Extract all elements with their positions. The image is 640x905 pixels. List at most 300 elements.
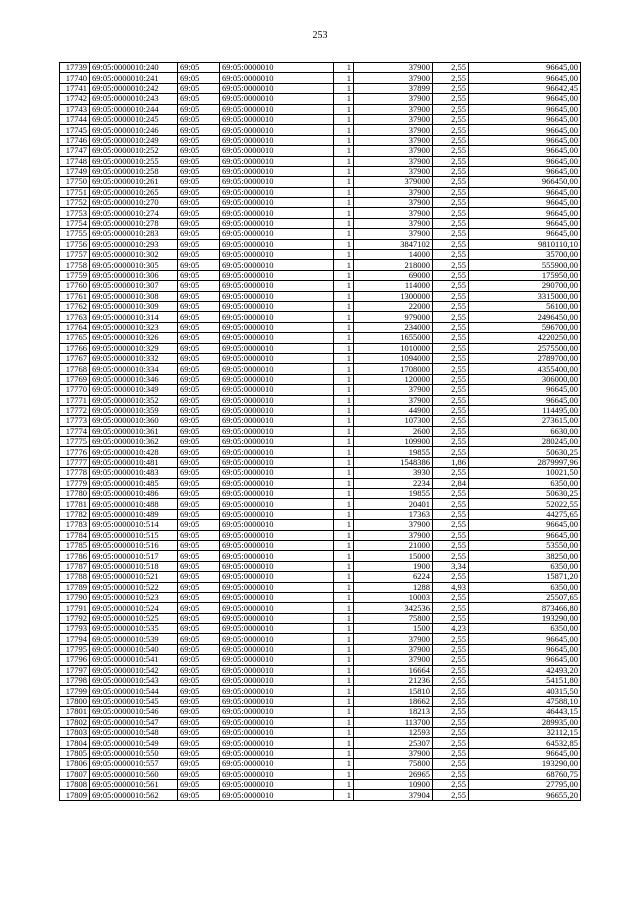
area-cell: 37900	[354, 634, 433, 644]
rate-cell: 2,55	[433, 499, 469, 509]
district-code-cell: 69:05	[178, 655, 220, 665]
table-row	[60, 468, 581, 478]
table-row	[60, 676, 581, 686]
area-cell: 1010000	[354, 343, 433, 353]
count-cell: 1	[334, 156, 354, 166]
rate-cell: 4,23	[433, 624, 469, 634]
table-row	[60, 478, 581, 488]
cadastral-number-cell: 69:05:0000010:541	[90, 655, 178, 665]
value-cell: 32112,15	[469, 728, 581, 738]
rate-cell: 2,84	[433, 478, 469, 488]
area-cell: 44900	[354, 405, 433, 415]
area-cell: 21236	[354, 676, 433, 686]
cadastral-number-cell: 69:05:0000010:524	[90, 603, 178, 613]
value-cell: 2496450,00	[469, 312, 581, 322]
row-number-cell: 17807	[60, 769, 90, 779]
table-row	[60, 520, 581, 530]
count-cell: 1	[334, 291, 354, 301]
block-number-cell: 69:05:0000010	[220, 728, 334, 738]
area-cell: 37900	[354, 644, 433, 654]
block-number-cell: 69:05:0000010	[220, 540, 334, 550]
value-cell: 2789700,00	[469, 353, 581, 363]
value-cell: 193290,00	[469, 759, 581, 769]
rate-cell: 2,55	[433, 416, 469, 426]
area-cell: 37900	[354, 63, 433, 73]
block-number-cell: 69:05:0000010	[220, 156, 334, 166]
area-cell: 10900	[354, 779, 433, 789]
value-cell: 96645,00	[469, 63, 581, 73]
district-code-cell: 69:05	[178, 644, 220, 654]
table-row	[60, 540, 581, 550]
count-cell: 1	[334, 270, 354, 280]
value-cell: 273615,00	[469, 416, 581, 426]
row-number-cell: 17768	[60, 364, 90, 374]
count-cell: 1	[334, 208, 354, 218]
cadastral-number-cell: 69:05:0000010:249	[90, 135, 178, 145]
value-cell: 280245,00	[469, 437, 581, 447]
row-number-cell: 17770	[60, 385, 90, 395]
cadastral-number-cell: 69:05:0000010:546	[90, 707, 178, 717]
row-number-cell: 17766	[60, 343, 90, 353]
value-cell: 44275,65	[469, 509, 581, 519]
count-cell: 1	[334, 478, 354, 488]
cadastral-number-cell: 69:05:0000010:309	[90, 301, 178, 311]
block-number-cell: 69:05:0000010	[220, 437, 334, 447]
block-number-cell: 69:05:0000010	[220, 208, 334, 218]
count-cell: 1	[334, 468, 354, 478]
district-code-cell: 69:05	[178, 312, 220, 322]
count-cell: 1	[334, 374, 354, 384]
row-number-cell: 17806	[60, 759, 90, 769]
area-cell: 342536	[354, 603, 433, 613]
rate-cell: 2,55	[433, 634, 469, 644]
district-code-cell: 69:05	[178, 229, 220, 239]
table-row	[60, 187, 581, 197]
cadastral-number-cell: 69:05:0000010:514	[90, 520, 178, 530]
district-code-cell: 69:05	[178, 426, 220, 436]
district-code-cell: 69:05	[178, 728, 220, 738]
cadastral-number-cell: 69:05:0000010:274	[90, 208, 178, 218]
district-code-cell: 69:05	[178, 790, 220, 800]
rate-cell: 2,55	[433, 489, 469, 499]
row-number-cell: 17752	[60, 198, 90, 208]
row-number-cell: 17772	[60, 405, 90, 415]
rate-cell: 2,55	[433, 426, 469, 436]
row-number-cell: 17763	[60, 312, 90, 322]
district-code-cell: 69:05	[178, 520, 220, 530]
district-code-cell: 69:05	[178, 353, 220, 363]
cadastral-number-cell: 69:05:0000010:548	[90, 728, 178, 738]
district-code-cell: 69:05	[178, 478, 220, 488]
value-cell: 2575500,00	[469, 343, 581, 353]
value-cell: 96645,00	[469, 114, 581, 124]
value-cell: 289935,00	[469, 717, 581, 727]
district-code-cell: 69:05	[178, 748, 220, 758]
rate-cell: 2,55	[433, 769, 469, 779]
district-code-cell: 69:05	[178, 759, 220, 769]
table-row	[60, 748, 581, 758]
area-cell: 1708000	[354, 364, 433, 374]
count-cell: 1	[334, 769, 354, 779]
table-row	[60, 738, 581, 748]
block-number-cell: 69:05:0000010	[220, 135, 334, 145]
count-cell: 1	[334, 312, 354, 322]
rate-cell: 2,55	[433, 125, 469, 135]
count-cell: 1	[334, 426, 354, 436]
district-code-cell: 69:05	[178, 530, 220, 540]
district-code-cell: 69:05	[178, 572, 220, 582]
count-cell: 1	[334, 385, 354, 395]
district-code-cell: 69:05	[178, 665, 220, 675]
row-number-cell: 17746	[60, 135, 90, 145]
district-code-cell: 69:05	[178, 166, 220, 176]
area-cell: 37900	[354, 146, 433, 156]
count-cell: 1	[334, 759, 354, 769]
value-cell: 9810110,10	[469, 239, 581, 249]
area-cell: 75800	[354, 613, 433, 623]
table-row	[60, 509, 581, 519]
cadastral-number-cell: 69:05:0000010:545	[90, 696, 178, 706]
area-cell: 1500	[354, 624, 433, 634]
block-number-cell: 69:05:0000010	[220, 624, 334, 634]
row-number-cell: 17771	[60, 395, 90, 405]
value-cell: 96645,00	[469, 73, 581, 83]
value-cell: 290700,00	[469, 281, 581, 291]
count-cell: 1	[334, 135, 354, 145]
rate-cell: 2,55	[433, 146, 469, 156]
block-number-cell: 69:05:0000010	[220, 676, 334, 686]
cadastral-number-cell: 69:05:0000010:486	[90, 489, 178, 499]
table-row	[60, 530, 581, 540]
row-number-cell: 17781	[60, 499, 90, 509]
row-number-cell: 17760	[60, 281, 90, 291]
value-cell: 25507,65	[469, 592, 581, 602]
table-row	[60, 125, 581, 135]
cadastral-number-cell: 69:05:0000010:542	[90, 665, 178, 675]
table-row	[60, 489, 581, 499]
row-number-cell: 17780	[60, 489, 90, 499]
cadastral-number-cell: 69:05:0000010:359	[90, 405, 178, 415]
cadastral-number-cell: 69:05:0000010:241	[90, 73, 178, 83]
value-cell: 6350,00	[469, 624, 581, 634]
rate-cell: 2,55	[433, 177, 469, 187]
area-cell: 19855	[354, 447, 433, 457]
district-code-cell: 69:05	[178, 104, 220, 114]
cadastral-number-cell: 69:05:0000010:518	[90, 561, 178, 571]
district-code-cell: 69:05	[178, 114, 220, 124]
value-cell: 35700,00	[469, 250, 581, 260]
row-number-cell: 17742	[60, 94, 90, 104]
table-row	[60, 322, 581, 332]
count-cell: 1	[334, 250, 354, 260]
district-code-cell: 69:05	[178, 457, 220, 467]
block-number-cell: 69:05:0000010	[220, 457, 334, 467]
district-code-cell: 69:05	[178, 385, 220, 395]
table-row	[60, 613, 581, 623]
area-cell: 37900	[354, 395, 433, 405]
cadastral-number-cell: 69:05:0000010:525	[90, 613, 178, 623]
rate-cell: 2,55	[433, 239, 469, 249]
table-row	[60, 312, 581, 322]
block-number-cell: 69:05:0000010	[220, 166, 334, 176]
area-cell: 37900	[354, 125, 433, 135]
value-cell: 96645,00	[469, 125, 581, 135]
value-cell: 50630,25	[469, 489, 581, 499]
rate-cell: 2,55	[433, 717, 469, 727]
cadastral-number-cell: 69:05:0000010:561	[90, 779, 178, 789]
table-row	[60, 696, 581, 706]
value-cell: 96645,00	[469, 385, 581, 395]
area-cell: 6224	[354, 572, 433, 582]
row-number-cell: 17805	[60, 748, 90, 758]
table-row	[60, 655, 581, 665]
area-cell: 114000	[354, 281, 433, 291]
count-cell: 1	[334, 790, 354, 800]
cadastral-number-cell: 69:05:0000010:261	[90, 177, 178, 187]
district-code-cell: 69:05	[178, 218, 220, 228]
block-number-cell: 69:05:0000010	[220, 686, 334, 696]
count-cell: 1	[334, 561, 354, 571]
value-cell: 56100,00	[469, 301, 581, 311]
rate-cell: 2,55	[433, 343, 469, 353]
area-cell: 37900	[354, 73, 433, 83]
table-row	[60, 644, 581, 654]
value-cell: 52022,55	[469, 499, 581, 509]
district-code-cell: 69:05	[178, 738, 220, 748]
table-row	[60, 759, 581, 769]
cadastral-number-cell: 69:05:0000010:252	[90, 146, 178, 156]
count-cell: 1	[334, 405, 354, 415]
area-cell: 107300	[354, 416, 433, 426]
row-number-cell: 17789	[60, 582, 90, 592]
district-code-cell: 69:05	[178, 198, 220, 208]
area-cell: 37900	[354, 530, 433, 540]
row-number-cell: 17769	[60, 374, 90, 384]
count-cell: 1	[334, 634, 354, 644]
area-cell: 37900	[354, 135, 433, 145]
district-code-cell: 69:05	[178, 707, 220, 717]
page-number: 253	[312, 30, 328, 41]
district-code-cell: 69:05	[178, 146, 220, 156]
count-cell: 1	[334, 146, 354, 156]
area-cell: 37900	[354, 385, 433, 395]
block-number-cell: 69:05:0000010	[220, 790, 334, 800]
block-number-cell: 69:05:0000010	[220, 603, 334, 613]
rate-cell: 2,55	[433, 572, 469, 582]
cadastral-number-cell: 69:05:0000010:516	[90, 540, 178, 550]
value-cell: 38250,00	[469, 551, 581, 561]
area-cell: 10003	[354, 592, 433, 602]
value-cell: 6350,00	[469, 561, 581, 571]
block-number-cell: 69:05:0000010	[220, 478, 334, 488]
cadastral-number-cell: 69:05:0000010:334	[90, 364, 178, 374]
table-row	[60, 281, 581, 291]
cadastral-number-cell: 69:05:0000010:485	[90, 478, 178, 488]
block-number-cell: 69:05:0000010	[220, 239, 334, 249]
count-cell: 1	[334, 395, 354, 405]
district-code-cell: 69:05	[178, 270, 220, 280]
cadastral-number-cell: 69:05:0000010:481	[90, 457, 178, 467]
table-row	[60, 156, 581, 166]
value-cell: 47588,10	[469, 696, 581, 706]
count-cell: 1	[334, 738, 354, 748]
rate-cell: 2,55	[433, 696, 469, 706]
value-cell: 96645,00	[469, 94, 581, 104]
count-cell: 1	[334, 696, 354, 706]
value-cell: 96645,00	[469, 748, 581, 758]
table-row	[60, 405, 581, 415]
rate-cell: 2,55	[433, 738, 469, 748]
table-row	[60, 114, 581, 124]
area-cell: 1094000	[354, 353, 433, 363]
row-number-cell: 17783	[60, 520, 90, 530]
block-number-cell: 69:05:0000010	[220, 333, 334, 343]
cadastral-number-cell: 69:05:0000010:258	[90, 166, 178, 176]
cadastral-number-cell: 69:05:0000010:352	[90, 395, 178, 405]
value-cell: 46443,15	[469, 707, 581, 717]
value-cell: 96645,00	[469, 634, 581, 644]
value-cell: 42493,20	[469, 665, 581, 675]
rate-cell: 2,55	[433, 551, 469, 561]
rate-cell: 4,93	[433, 582, 469, 592]
block-number-cell: 69:05:0000010	[220, 426, 334, 436]
block-number-cell: 69:05:0000010	[220, 374, 334, 384]
block-number-cell: 69:05:0000010	[220, 634, 334, 644]
value-cell: 96645,00	[469, 166, 581, 176]
block-number-cell: 69:05:0000010	[220, 104, 334, 114]
count-cell: 1	[334, 94, 354, 104]
district-code-cell: 69:05	[178, 94, 220, 104]
rate-cell: 2,55	[433, 63, 469, 73]
row-number-cell: 17765	[60, 333, 90, 343]
table-row	[60, 437, 581, 447]
block-number-cell: 69:05:0000010	[220, 551, 334, 561]
rate-cell: 2,55	[433, 374, 469, 384]
value-cell: 4220250,00	[469, 333, 581, 343]
cadastral-number-cell: 69:05:0000010:361	[90, 426, 178, 436]
row-number-cell: 17784	[60, 530, 90, 540]
rate-cell: 2,55	[433, 250, 469, 260]
count-cell: 1	[334, 540, 354, 550]
block-number-cell: 69:05:0000010	[220, 270, 334, 280]
cadastral-number-cell: 69:05:0000010:544	[90, 686, 178, 696]
table-row	[60, 603, 581, 613]
district-code-cell: 69:05	[178, 613, 220, 623]
table-row	[60, 624, 581, 634]
block-number-cell: 69:05:0000010	[220, 644, 334, 654]
district-code-cell: 69:05	[178, 561, 220, 571]
district-code-cell: 69:05	[178, 489, 220, 499]
block-number-cell: 69:05:0000010	[220, 322, 334, 332]
area-cell: 17363	[354, 509, 433, 519]
block-number-cell: 69:05:0000010	[220, 218, 334, 228]
value-cell: 96645,00	[469, 655, 581, 665]
table-row	[60, 374, 581, 384]
count-cell: 1	[334, 364, 354, 374]
area-cell: 1300000	[354, 291, 433, 301]
rate-cell: 2,55	[433, 114, 469, 124]
table-row	[60, 447, 581, 457]
block-number-cell: 69:05:0000010	[220, 468, 334, 478]
cadastral-number-cell: 69:05:0000010:488	[90, 499, 178, 509]
block-number-cell: 69:05:0000010	[220, 779, 334, 789]
table-row	[60, 707, 581, 717]
cadastral-number-cell: 69:05:0000010:306	[90, 270, 178, 280]
district-code-cell: 69:05	[178, 83, 220, 93]
table-row	[60, 333, 581, 343]
value-cell: 96645,00	[469, 229, 581, 239]
block-number-cell: 69:05:0000010	[220, 63, 334, 73]
block-number-cell: 69:05:0000010	[220, 592, 334, 602]
area-cell: 37900	[354, 166, 433, 176]
value-cell: 175950,00	[469, 270, 581, 280]
row-number-cell: 17797	[60, 665, 90, 675]
cadastral-number-cell: 69:05:0000010:329	[90, 343, 178, 353]
cadastral-number-cell: 69:05:0000010:307	[90, 281, 178, 291]
cadastral-number-cell: 69:05:0000010:246	[90, 125, 178, 135]
block-number-cell: 69:05:0000010	[220, 291, 334, 301]
table-row	[60, 208, 581, 218]
rate-cell: 2,55	[433, 270, 469, 280]
district-code-cell: 69:05	[178, 73, 220, 83]
row-number-cell: 17793	[60, 624, 90, 634]
block-number-cell: 69:05:0000010	[220, 83, 334, 93]
block-number-cell: 69:05:0000010	[220, 572, 334, 582]
area-cell: 16664	[354, 665, 433, 675]
cadastral-number-cell: 69:05:0000010:240	[90, 63, 178, 73]
value-cell: 27795,00	[469, 779, 581, 789]
district-code-cell: 69:05	[178, 281, 220, 291]
count-cell: 1	[334, 83, 354, 93]
row-number-cell: 17757	[60, 250, 90, 260]
block-number-cell: 69:05:0000010	[220, 499, 334, 509]
value-cell: 6630,00	[469, 426, 581, 436]
table-row	[60, 457, 581, 467]
cadastral-number-cell: 69:05:0000010:539	[90, 634, 178, 644]
value-cell: 114495,00	[469, 405, 581, 415]
block-number-cell: 69:05:0000010	[220, 530, 334, 540]
cadastral-number-cell: 69:05:0000010:308	[90, 291, 178, 301]
rate-cell: 2,55	[433, 748, 469, 758]
area-cell: 37904	[354, 790, 433, 800]
row-number-cell: 17800	[60, 696, 90, 706]
count-cell: 1	[334, 322, 354, 332]
cadastral-number-cell: 69:05:0000010:522	[90, 582, 178, 592]
row-number-cell: 17773	[60, 416, 90, 426]
cadastral-number-cell: 69:05:0000010:302	[90, 250, 178, 260]
rate-cell: 2,55	[433, 260, 469, 270]
rate-cell: 2,55	[433, 509, 469, 519]
table-body	[60, 63, 581, 801]
rate-cell: 2,55	[433, 395, 469, 405]
value-cell: 40315,50	[469, 686, 581, 696]
rate-cell: 2,55	[433, 759, 469, 769]
block-number-cell: 69:05:0000010	[220, 395, 334, 405]
cadastral-number-cell: 69:05:0000010:517	[90, 551, 178, 561]
rate-cell: 1,86	[433, 457, 469, 467]
area-cell: 37900	[354, 156, 433, 166]
area-cell: 37900	[354, 229, 433, 239]
count-cell: 1	[334, 187, 354, 197]
area-cell: 12593	[354, 728, 433, 738]
value-cell: 96645,00	[469, 218, 581, 228]
block-number-cell: 69:05:0000010	[220, 353, 334, 363]
value-cell: 96645,00	[469, 146, 581, 156]
area-cell: 218000	[354, 260, 433, 270]
count-cell: 1	[334, 353, 354, 363]
district-code-cell: 69:05	[178, 260, 220, 270]
count-cell: 1	[334, 457, 354, 467]
